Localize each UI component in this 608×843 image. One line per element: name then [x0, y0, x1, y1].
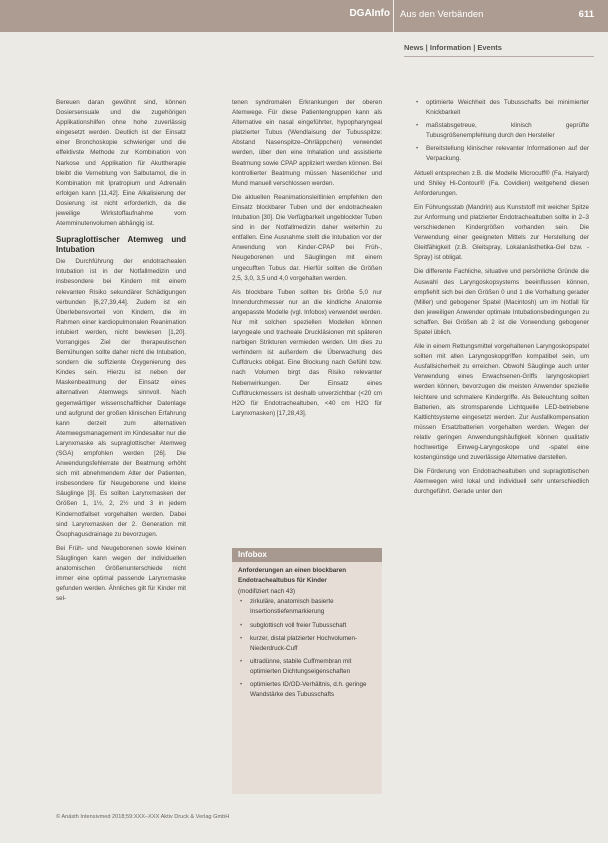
page-number: 611: [578, 9, 594, 20]
column-middle: [232, 98, 382, 423]
subnav: [404, 43, 502, 52]
list-item: • Bereitstellung klinischer relevanter Informationen auf der Verpackung.: [414, 144, 589, 164]
column-left: [56, 98, 186, 608]
paragraph: Aktuell entsprechen z.B. die Modelle Microcuff® (Fa. Halyard) und Shiley Hi-Contour® (Fa. Covidien) weitgehend diesen Anforderungen.: [414, 169, 589, 197]
paragraph: Alle in einem Rettungsmittel vorgehaltenen Laryngoskopspatel sollten mit allen Laryngoskopgriffen kompatibel sein, um Ausfallsicherheit zu erreichen. Obwohl Säuglinge auch unter Verwendung eines Erwachsenen-Griffs laryngoskopiert werden können, bevorzugen die meisten Anwender spezielle leichtere und schmalere Kindergriffe. Als Beleuchtung sollten Batterien, als stromsparende Lichtquelle LED-betriebene Kaltlichtsysteme eingesetzt werden. Zur Ausfallkompensation müssen Ersatzbatterien vorgehalten werden. Wegen der relativ geringen Anwendungshäufigkeit können qualitativ hochwertige Einweg-Laryngoskope und -spatel eine kostengünstige und zuverlässige Alternative darstellen.: [414, 343, 589, 462]
subnav-rule: [404, 56, 594, 57]
header-divider: [393, 0, 394, 32]
infobox-body: [232, 562, 382, 708]
journal-name: DGAInfo: [349, 8, 390, 19]
infobox-list: [238, 597, 376, 700]
infobox-subtitle: (modifiziert nach 43): [238, 588, 296, 596]
list-item: • optimiertes ID/OD-Verhältnis, d.h. geringe Wandstärke des Tubusschafts: [238, 680, 376, 700]
list-item: • optimierte Weichheit des Tubusschafts bei minimierter Knickbarkeit: [414, 98, 589, 118]
paragraph: Bei Früh- und Neugeborenen sowie kleinen Säuglingen kann wegen der individuellen anatomischen Größenunterschiede nicht immer eine optimal passende Larynxmaske gefunden werden. Ähnliches gilt für Kinder mit sel-: [56, 544, 186, 603]
paragraph: Die Durchführung der endotrachealen Intubation ist in der Notfallmedizin und insbesondere bei Kindern mit einem relevanten Risiko sekundärer Schädigungen verbunden [6,27,39,44]. Zudem ist ein Überlebensvorteil von Kindern, die im Rahmen einer kardiopulmonalen Reanimation intubiert werden, nicht bewiesen [1,20]. Vorrangiges Ziel der therapeutischen Bemühungen sollte daher nicht die Intubation, sondern die suffiziente Oxygenierung des Kindes sein. Hierzu ist neben der Maskenbeatmung der Einsatz eines alternativen Atemwegs sinnvoll. Nach gegenwärtiger wissenschaftlicher Datenlage und aufgrund der großen klinischen Erfahrung kann derzeit zum alternativen Atemwegsmanagement im Kindesalter nur die Larynxmaske als supraglottischer Atemweg (SGA) empfohlen werden [26]. Die Anwendungsfehlerrate der Beatmung erhöht sich mit abnehmendem Alter der Patienten, insbesondere für Neugeborene und kleine Säuglinge [3]. Es sollten Larynxmasken der Größen 1, 1½, 2, 2½ und 3 in jedem Kindernotfallset vorgehalten werden. Dabei sind Larynxmasken der 2. Generation mit Ösophagusdrainage zu bevorzugen.: [56, 258, 186, 538]
paragraph: tenen syndromalen Erkrankungen der oberen Atemwege. Für diese Patientengruppen kann als Alternative ein nasal eingeführter, hypopharyngeal platzierter Tubus (Wendlaisung der Tubusspitze: Abstand Nasenspitze–Ohrläppchen) verwendet werden, über den eine Inhalation und assistierte Beatmung sowie CPAP appliziert werden können. Bei kontrollierter Beatmung müssen Nasenlöcher und Mund manuell verschlossen werden.: [232, 99, 382, 187]
list-item: • subglottisch voll freier Tubusschaft: [238, 621, 376, 631]
infobox: [232, 548, 382, 794]
paragraph: Als blockbare Tuben sollten bis Größe 5,0 nur Innendurchmesser nur an die kindliche Anatomie angepasste Modelle (vgl. Infobox) verwendet werden. Nur mit solchen speziellen Modellen können laryngeale und tracheale Druckläsionen mit späteren narbigen Strikturen vermieden werden. Um dies zu verhindern ist außerdem die Überwachung des Cuffdrucks obligat. Eine Blockung nach Gefühl bzw. nach Volumen birgt das Risiko relevanter Nebenwirkungen. Der Einsatz eines Cuffdruckmessers ist deshalb unverzichtbar (<20 cm H2O für Endotrachealtuben, <40 cm H2O für Larynxmasken) [17,28,43].: [232, 288, 382, 417]
header-bar: [0, 0, 608, 32]
paragraph: Ein Führungsstab (Mandrin) aus Kunststoff mit weicher Spitze zur Anformung und platzierter Endotrachealtuben sollte in 2–3 verschiedenen Kindergrößen vorhanden sein. Die Verwendung einer geeigneten Mittels zur Herstellung der Gleitfähigkeit (z.B. Gleitspray, Lokalanästhetika-Gel bzw. -Spray) ist obligat.: [414, 203, 589, 262]
paragraph: Die Förderung von Endotrachealtuben und supraglottischen Atemwegen wird lokal und individuell sehr unterschiedlich durchgeführt. Gerade unter den: [414, 468, 589, 496]
infobox-header: Infobox: [232, 548, 382, 562]
subnav-label: News | Information | Events: [404, 43, 502, 52]
column-right: [414, 98, 589, 501]
footer: © Anästh Intensivmed 2018;59:XXX–XXX Aktiv Druck & Verlag GmbH: [56, 814, 230, 820]
paragraph: Die aktuellen Reanimationsleitlinien empfehlen den Einsatz blockbarer Tuben und der endotrachealen Intubation [30]. Die Verfügbarkeit ungeblockter Tuben sind in der Notfallmedizin daher weiterhin zu entfallen. Eine Ausnahme stellt die Intubation vor der Anwendung von Kinder-CPAP bei Früh-, Neugeborenen und Säuglingen mit einem ungecufften Tubus dar. Hierfür sollten die Größen 2,5, 3,0, 3,5 und 4,0 vorgehalten werden.: [232, 193, 382, 282]
section-title: Aus den Verbänden: [400, 9, 484, 20]
infobox-continued-list: [414, 98, 589, 165]
paragraph: Die differente Fachliche, situative und persönliche Gründe die Auswahl des Laryngoskopsystems beeinflussen können, empfiehlt sich bei den Größen 0 und 1 die Vorhaltung gerader (Miller) und gebogener Spatel (Macintosh) um im Notfall für den jeweiligen Anwender optimale Intubationsbedingungen zu schaffen. Bei Größen ab 2 ist die Vorwendung gebogener Spatel üblich.: [414, 268, 589, 336]
list-item: • kurzer, distal platzierter Hochvolumen-Niederdruck-Cuff: [238, 634, 376, 654]
infobox-title: Anforderungen an einen blockbaren Endotrachealtubus für Kinder: [238, 567, 347, 585]
section-heading: Supraglottischer Atemweg und Intubation: [56, 235, 186, 255]
list-item: • maßstabsgetreue, klinisch geprüfte Tubusgrößenempfehlung durch den Hersteller: [414, 121, 589, 141]
list-item: • ultradünne, stabile Cuffmembran mit optimierten Dichtungseigenschaften: [238, 657, 376, 677]
list-item: • zirkuläre, anatomisch basierte Insertionstiefenmarkierung: [238, 597, 376, 617]
paragraph: Bereuen daran gewöhnt sind, können Dosiersensuale und die zugehörigen Applikationshilfen ohne hohe zuverlässig eingesetzt werden. Deutlich ist der Einsatz einer Bronchoskopie schwieriger und die effektivste Methode zur Kombination von Narkose und Applikation für Akuttherapie bleibt die Verneblung von Salbutamol, die in Kombination mit Ipratropium und Adrenalin erfolgen kann [11,42]. Eine Alkalisierung der Dosierung ist nicht erforderlich, da die jeweilige Wirkstoffaufnahme vom Atemminutenvolumen abhängig ist.: [56, 99, 186, 228]
